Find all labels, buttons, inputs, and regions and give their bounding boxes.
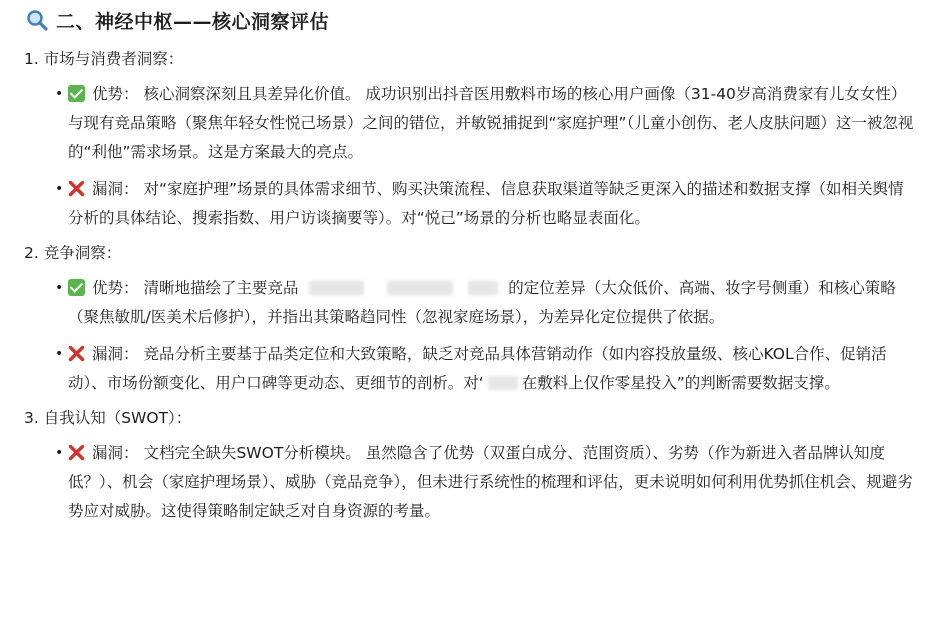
item-text-b: 的定位差异（大众低价、高端、妆字号侧重）和核心策略（聚焦敏肌/医美术后修护），并指出其策略趋同性（忽视家庭场景），为差异化定位提供了依据。 bbox=[68, 279, 896, 326]
list-item bbox=[26, 175, 917, 233]
check-mark-icon bbox=[68, 85, 85, 102]
item-label: 优势： bbox=[92, 279, 139, 297]
item-text-b: 在敷料上仅作零星投入”的判断需要数据支撑。 bbox=[521, 374, 840, 392]
cross-mark-icon bbox=[68, 345, 85, 362]
item-text: 文档完全缺失SWOT分析模块。 虽然隐含了优势（双蛋白成分、范围资质）、劣势（作为新进入者品牌认知度低？）、机会（家庭护理场景）、威胁（竞品竞争），但未进行系统性的梳理和评估，更未说明如何利用优势抓住机会、规避劣势应对威胁。这使得策略制定缺乏对自身资源的考量。 bbox=[68, 444, 913, 520]
item-label: 漏洞： bbox=[92, 180, 139, 198]
item-text: 核心洞察深刻且具差异化价值。 成功识别出抖音医用敷料市场的核心用户画像（31-40岁高消费家有儿女女性）与现有竞品策略（聚焦年轻女性悦己场景）之间的错位，并敏锐捕捉到“家庭护理”（儿童小创伤、老人皮肤问题）这一被忽视的“利他”需求场景。这是方案最大的亮点。 bbox=[68, 85, 914, 161]
item-label: 漏洞： bbox=[92, 345, 139, 363]
redacted-text bbox=[468, 281, 498, 295]
item-label: 漏洞： bbox=[92, 444, 139, 462]
title-row bbox=[26, 5, 917, 35]
bullet-dot: • bbox=[55, 445, 64, 461]
check-mark-icon bbox=[68, 279, 85, 296]
redacted-text bbox=[488, 376, 518, 390]
section-heading: 2. 竞争洞察： bbox=[24, 244, 122, 262]
item-text-a: 竞品分析主要基于品类定位和大致策略，缺乏对竞品具体营销动作（如内容投放量级、核心KOL合作、促销活动）、市场份额变化、用户口碑等更动态、更细节的剖析。对‘ bbox=[68, 345, 887, 392]
item-text: 对“家庭护理”场景的具体需求细节、购买决策流程、信息获取渠道等缺乏更深入的描述和数据支撑（如相关舆情分析的具体结论、搜索指数、用户访谈摘要等）。对“悦己”场景的分析也略显表面化。 bbox=[68, 180, 904, 227]
bullet-dot: • bbox=[55, 181, 64, 197]
cross-mark-icon bbox=[68, 180, 85, 197]
redacted-text bbox=[309, 281, 364, 295]
list-item bbox=[26, 340, 917, 398]
bullet-dot: • bbox=[55, 280, 64, 296]
item-text-a: 清晰地描绘了主要竞品 bbox=[143, 279, 299, 297]
bullet-dot: • bbox=[55, 346, 64, 362]
list-item bbox=[26, 274, 917, 332]
bullet-dot: • bbox=[55, 86, 64, 102]
page-title: 二、神经中枢——核心洞察评估 bbox=[56, 10, 330, 33]
list-item bbox=[26, 439, 917, 526]
cross-mark-icon bbox=[68, 444, 85, 461]
magnifier-icon bbox=[26, 9, 48, 31]
item-label: 优势： bbox=[92, 85, 139, 103]
section-heading: 1. 市场与消费者洞察： bbox=[24, 50, 184, 68]
redacted-text bbox=[387, 281, 453, 295]
list-item bbox=[26, 80, 917, 167]
section-heading: 3. 自我认知（SWOT）： bbox=[24, 409, 192, 427]
